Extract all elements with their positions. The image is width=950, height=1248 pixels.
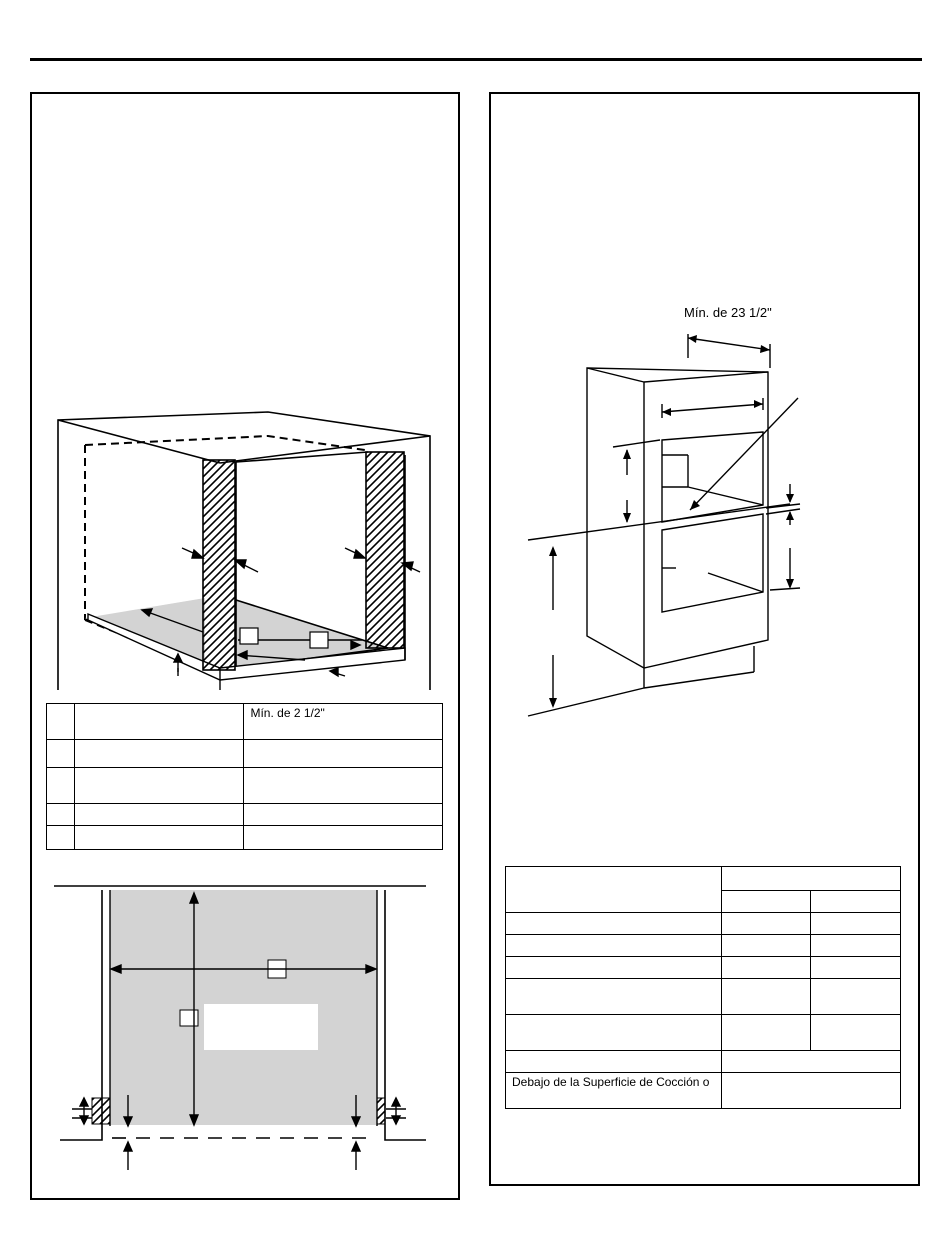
- min-23-half-label: Mín. de 23 1/2": [684, 305, 772, 320]
- header-blank: [506, 867, 722, 913]
- table-row: [506, 979, 901, 1015]
- table-header-row: [506, 867, 901, 891]
- table-row: [506, 935, 901, 957]
- table-row: [506, 957, 901, 979]
- table-row: [506, 1051, 901, 1073]
- table-row: [506, 1073, 901, 1109]
- table-row: [506, 1015, 901, 1051]
- header-group: [721, 867, 901, 891]
- min-2-half-value: Mín. de 2 1/2": [244, 704, 443, 740]
- table-row: [506, 913, 901, 935]
- cooktop-row-label: Debajo de la Superficie de Cocción o: [506, 1073, 722, 1109]
- clearance-table: [505, 866, 901, 1109]
